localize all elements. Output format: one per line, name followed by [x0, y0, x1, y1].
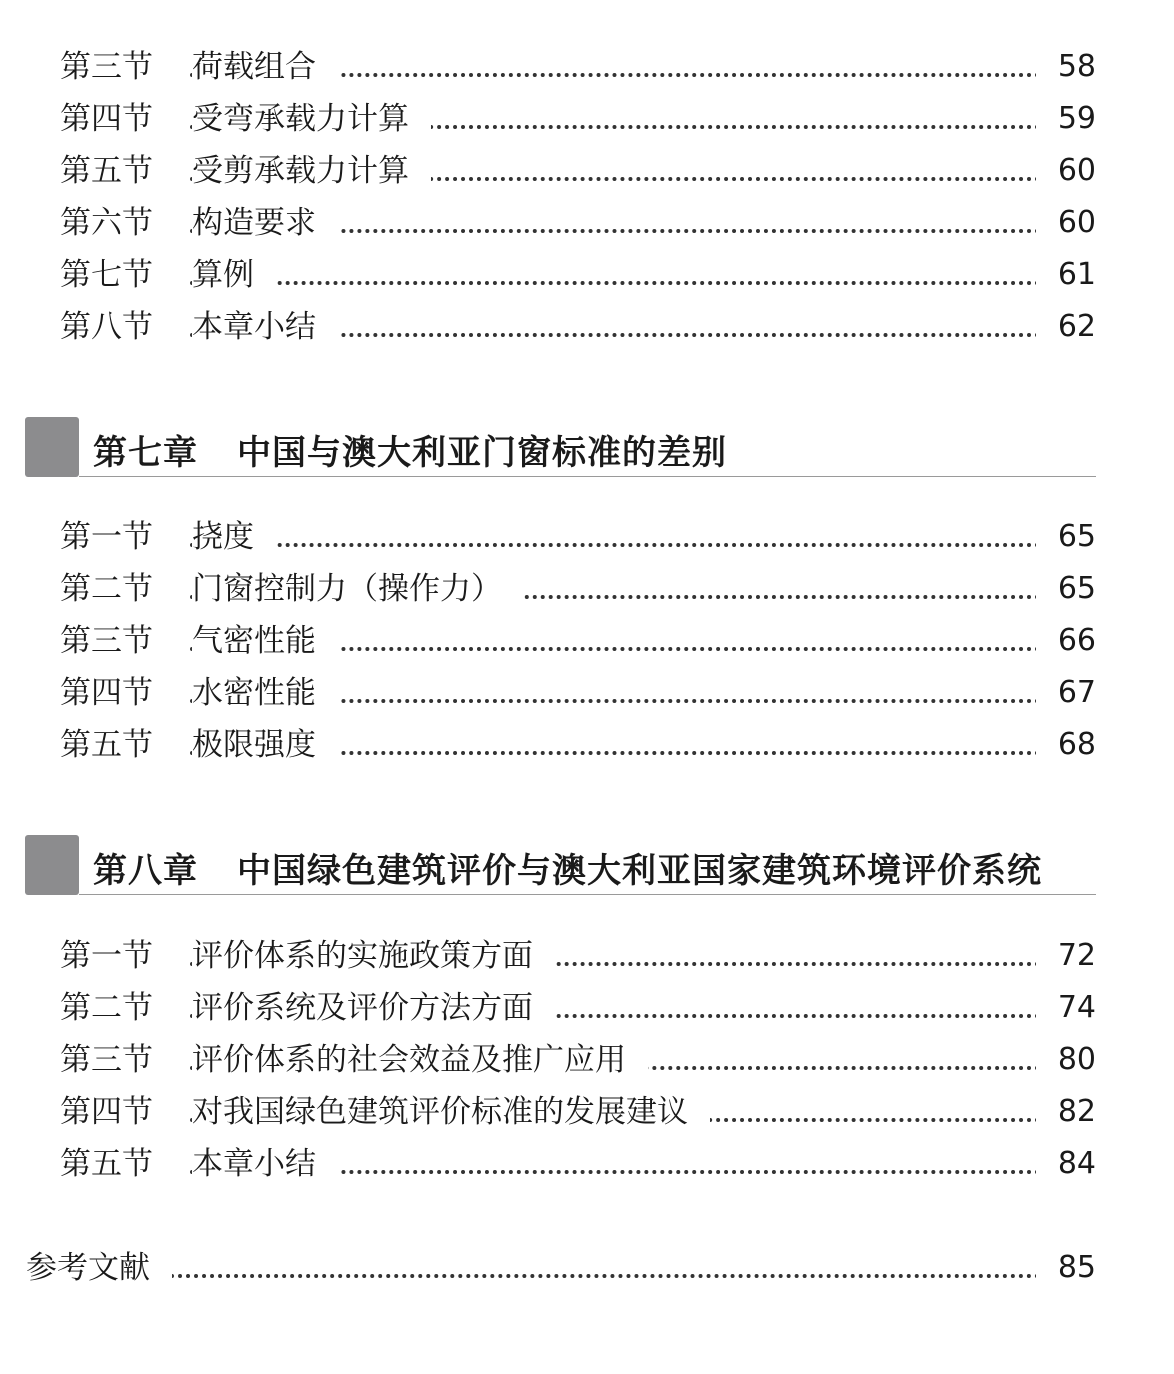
- chapter-label: 第七章: [93, 433, 198, 473]
- toc-entry[interactable]: [0, 667, 1174, 719]
- toc-entry[interactable]: [0, 511, 1174, 563]
- section-title: 受弯承载力计算: [192, 93, 431, 145]
- page-number: 60: [1036, 145, 1096, 197]
- references-title: 参考文献: [26, 1242, 172, 1294]
- section-title: 极限强度: [192, 719, 338, 771]
- toc-entry[interactable]: [0, 93, 1174, 145]
- toc-group-chapter-8: [0, 930, 1174, 1190]
- page-number: 85: [1036, 1242, 1096, 1294]
- chapter-label: 第八章: [93, 851, 198, 891]
- page-number: 82: [1036, 1086, 1096, 1138]
- section-number: 第五节: [60, 1146, 153, 1182]
- page-number: 58: [1036, 41, 1096, 93]
- section-title: 对我国绿色建筑评价标准的发展建议: [192, 1086, 710, 1138]
- toc-group-previous-chapter: [0, 41, 1174, 353]
- page-number: 61: [1036, 249, 1096, 301]
- toc-entry[interactable]: [0, 563, 1174, 615]
- toc-entry[interactable]: [0, 982, 1174, 1034]
- section-title: 评价体系的实施政策方面: [192, 930, 555, 982]
- page-number: 65: [1036, 563, 1096, 615]
- chapter-7-header[interactable]: [25, 417, 1096, 477]
- section-title: 荷载组合: [192, 41, 338, 93]
- section-title: 受剪承载力计算: [192, 145, 431, 197]
- dot-leader: [190, 281, 1056, 285]
- chapter-rule: [79, 894, 1096, 895]
- page-number: 74: [1036, 982, 1096, 1034]
- section-number: 第一节: [60, 938, 153, 974]
- section-number: 第七节: [60, 257, 153, 293]
- section-title: 气密性能: [192, 615, 338, 667]
- toc-entry[interactable]: [0, 719, 1174, 771]
- section-title: 本章小结: [192, 1138, 338, 1190]
- toc-entry[interactable]: [0, 1138, 1174, 1190]
- chapter-title: 中国绿色建筑评价与澳大利亚国家建筑环境评价系统: [237, 851, 1042, 891]
- chapter-marker: [25, 417, 79, 477]
- section-number: 第三节: [60, 623, 153, 659]
- toc-group-references: [0, 1242, 1174, 1294]
- page-number: 66: [1036, 615, 1096, 667]
- page-number: 59: [1036, 93, 1096, 145]
- chapter-marker: [25, 835, 79, 895]
- section-number: 第五节: [60, 727, 153, 763]
- section-number: 第二节: [60, 571, 153, 607]
- section-number: 第四节: [60, 675, 153, 711]
- section-title: 评价体系的社会效益及推广应用: [192, 1034, 648, 1086]
- toc-entry[interactable]: [0, 197, 1174, 249]
- section-title: 本章小结: [192, 301, 338, 353]
- section-number: 第一节: [60, 519, 153, 555]
- chapter-8-header[interactable]: [25, 835, 1096, 895]
- section-number: 第三节: [60, 49, 153, 85]
- section-number: 第二节: [60, 990, 153, 1026]
- page-number: 72: [1036, 930, 1096, 982]
- toc-entry-references[interactable]: [0, 1242, 1174, 1294]
- toc-entry[interactable]: [0, 41, 1174, 93]
- chapter-title: 中国与澳大利亚门窗标准的差别: [237, 433, 727, 473]
- section-title: 水密性能: [192, 667, 338, 719]
- section-number: 第六节: [60, 205, 153, 241]
- dot-leader: [190, 543, 1056, 547]
- page-number: 84: [1036, 1138, 1096, 1190]
- toc-group-chapter-7: [0, 511, 1174, 771]
- page-number: 80: [1036, 1034, 1096, 1086]
- section-number: 第五节: [60, 153, 153, 189]
- section-number: 第四节: [60, 1094, 153, 1130]
- dot-leader: [170, 1274, 1056, 1278]
- page-number: 68: [1036, 719, 1096, 771]
- toc-entry[interactable]: [0, 145, 1174, 197]
- toc-entry[interactable]: [0, 615, 1174, 667]
- section-number: 第三节: [60, 1042, 153, 1078]
- page-number: 62: [1036, 301, 1096, 353]
- toc-entry[interactable]: [0, 1034, 1174, 1086]
- section-title: 挠度: [192, 511, 276, 563]
- section-title: 算例: [192, 249, 276, 301]
- toc-entry[interactable]: [0, 1086, 1174, 1138]
- section-title: 构造要求: [192, 197, 338, 249]
- chapter-rule: [79, 476, 1096, 477]
- section-title: 评价系统及评价方法方面: [192, 982, 555, 1034]
- page-number: 65: [1036, 511, 1096, 563]
- section-number: 第八节: [60, 309, 153, 345]
- toc-entry[interactable]: [0, 930, 1174, 982]
- page-number: 60: [1036, 197, 1096, 249]
- page-number: 67: [1036, 667, 1096, 719]
- toc-entry[interactable]: [0, 301, 1174, 353]
- section-number: 第四节: [60, 101, 153, 137]
- toc-entry[interactable]: [0, 249, 1174, 301]
- section-title: 门窗控制力（操作力）: [192, 563, 524, 615]
